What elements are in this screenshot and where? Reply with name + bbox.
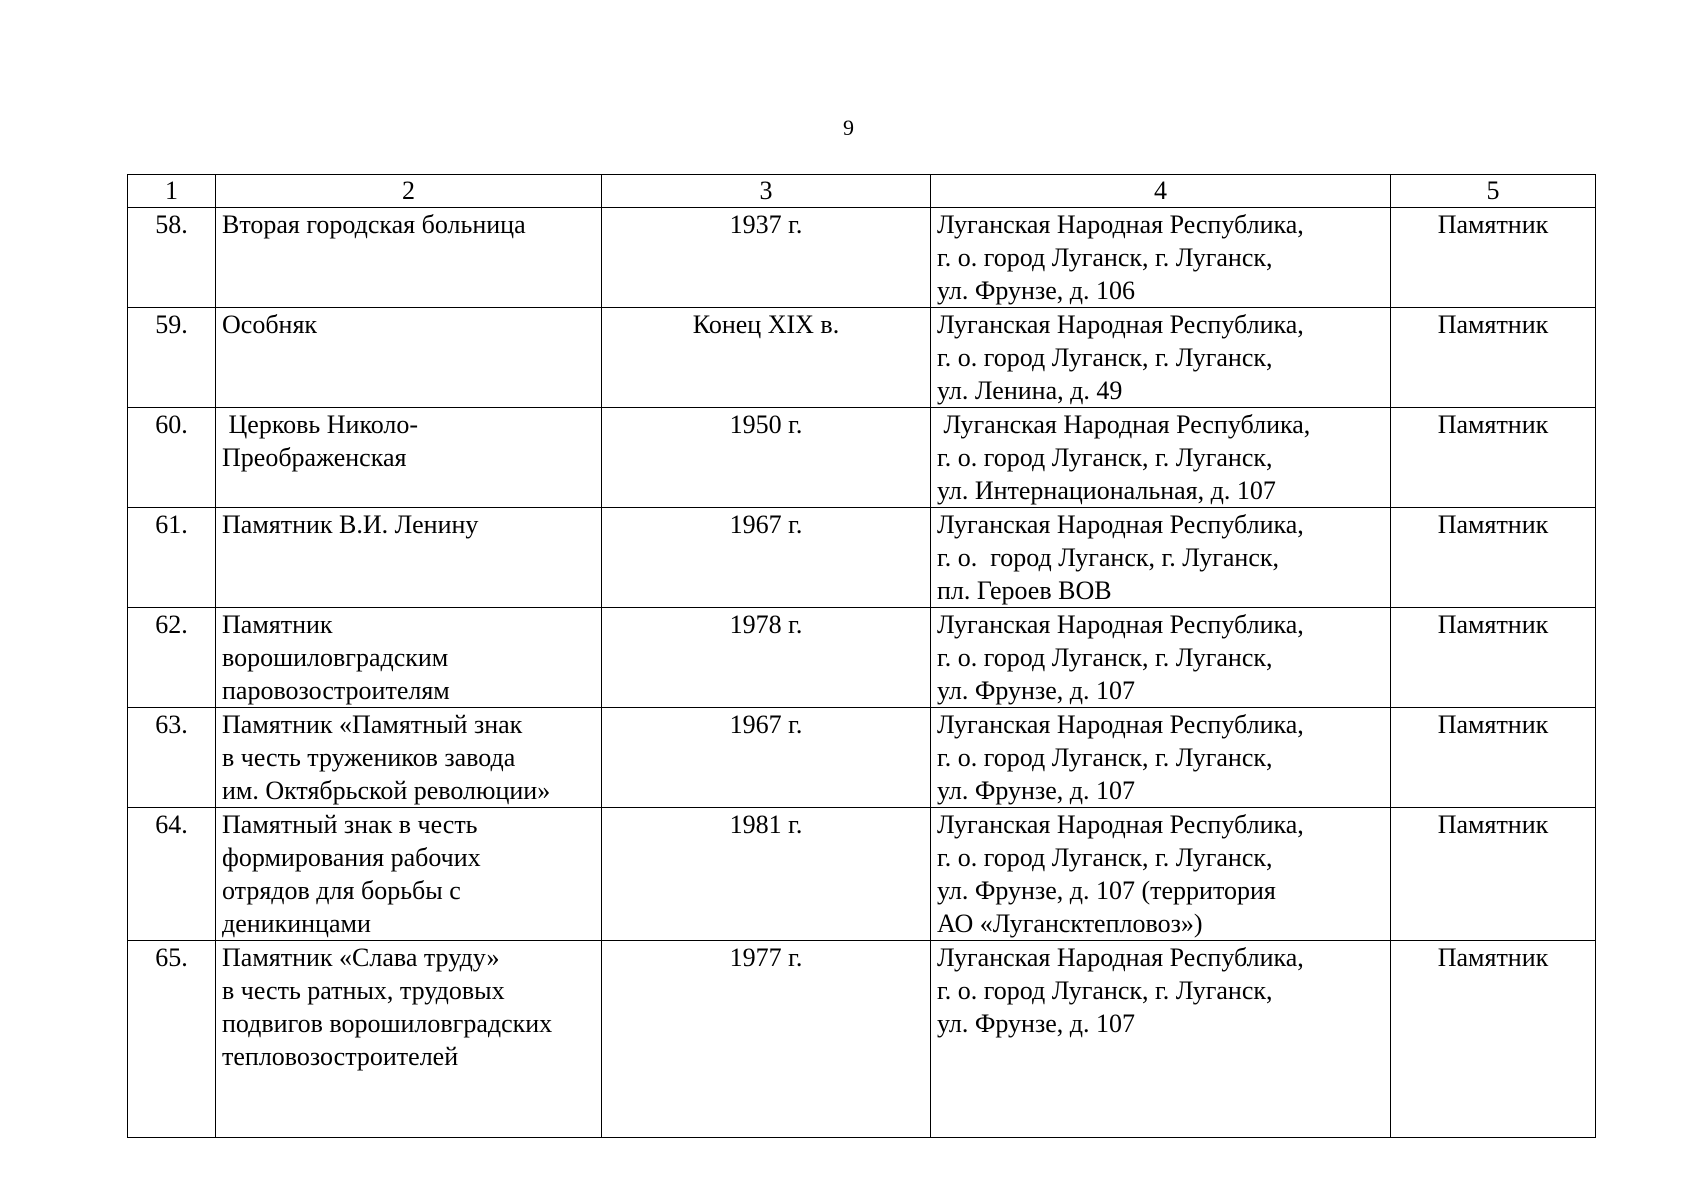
object-name <box>216 508 602 608</box>
address-line: г. о. город Луганск, г. Луганск, <box>937 543 1280 572</box>
name-line: Преображенская <box>222 443 407 472</box>
object-address <box>931 508 1391 608</box>
address-line: Луганская Народная Республика, <box>937 510 1304 539</box>
table-row <box>128 508 1596 608</box>
address-line: г. о. город Луганск, г. Луганск, <box>937 743 1273 772</box>
object-category: Памятник <box>1391 808 1596 941</box>
name-line: им. Октябрьской революции» <box>222 776 551 805</box>
object-address <box>931 308 1391 408</box>
object-category: Памятник <box>1391 608 1596 708</box>
address-line: ул. Интернациональная, д. 107 <box>937 476 1276 505</box>
address-line: Луганская Народная Республика, <box>937 710 1304 739</box>
object-address <box>931 941 1391 1138</box>
address-line: г. о. город Луганск, г. Луганск, <box>937 976 1273 1005</box>
table-row <box>128 408 1596 508</box>
name-line: в честь ратных, трудовых <box>222 976 505 1005</box>
object-category: Памятник <box>1391 941 1596 1138</box>
row-number: 62. <box>128 608 216 708</box>
page-number: 9 <box>843 115 854 140</box>
object-name <box>216 208 602 308</box>
address-line: ул. Фрунзе, д. 107 <box>937 776 1135 805</box>
table-header-row <box>128 175 1596 208</box>
address-line: пл. Героев ВОВ <box>937 576 1112 605</box>
object-category: Памятник <box>1391 308 1596 408</box>
table-row <box>128 708 1596 808</box>
name-line: деникинцами <box>222 909 371 938</box>
row-number: 58. <box>128 208 216 308</box>
object-name <box>216 941 602 1138</box>
address-line: Луганская Народная Республика, <box>937 610 1304 639</box>
object-date: 1967 г. <box>602 508 931 608</box>
address-line: Луганская Народная Республика, <box>937 410 1311 439</box>
column-header: 4 <box>931 175 1391 208</box>
name-line: Памятник В.И. Ленину <box>222 510 479 539</box>
object-date: 1977 г. <box>602 941 931 1138</box>
name-line: Памятник «Слава труду» <box>222 943 500 972</box>
name-line: Вторая городская больница <box>222 210 526 239</box>
object-address <box>931 708 1391 808</box>
table-row <box>128 941 1596 1138</box>
name-line: в честь тружеников завода <box>222 743 516 772</box>
row-number: 60. <box>128 408 216 508</box>
object-category: Памятник <box>1391 508 1596 608</box>
row-number: 65. <box>128 941 216 1138</box>
address-line: АО «Лугансктепловоз») <box>937 909 1203 938</box>
monuments-table <box>127 174 1596 1138</box>
object-name <box>216 608 602 708</box>
name-line: Особняк <box>222 310 318 339</box>
address-line: Луганская Народная Республика, <box>937 810 1304 839</box>
object-date: Конец XIX в. <box>602 308 931 408</box>
object-name <box>216 708 602 808</box>
name-line: Памятник <box>222 610 333 639</box>
object-date: 1967 г. <box>602 708 931 808</box>
object-date: 1978 г. <box>602 608 931 708</box>
name-line: паровозостроителям <box>222 676 450 705</box>
name-line: подвигов ворошиловградских <box>222 1009 553 1038</box>
address-line: г. о. город Луганск, г. Луганск, <box>937 843 1273 872</box>
address-line: ул. Фрунзе, д. 107 <box>937 676 1135 705</box>
column-header: 1 <box>128 175 216 208</box>
name-line: Памятник «Памятный знак <box>222 710 523 739</box>
name-line: отрядов для борьбы с <box>222 876 461 905</box>
row-number: 59. <box>128 308 216 408</box>
column-header: 5 <box>1391 175 1596 208</box>
address-line: г. о. город Луганск, г. Луганск, <box>937 343 1273 372</box>
table-row <box>128 808 1596 941</box>
name-line: формирования рабочих <box>222 843 481 872</box>
object-date: 1981 г. <box>602 808 931 941</box>
object-address <box>931 208 1391 308</box>
address-line: ул. Фрунзе, д. 107 (территория <box>937 876 1276 905</box>
name-line: Церковь Николо- <box>222 410 419 439</box>
object-date: 1950 г. <box>602 408 931 508</box>
object-date: 1937 г. <box>602 208 931 308</box>
address-line: Луганская Народная Республика, <box>937 210 1304 239</box>
column-header: 3 <box>602 175 931 208</box>
name-line: Памятный знак в честь <box>222 810 478 839</box>
table-row <box>128 308 1596 408</box>
address-line: ул. Фрунзе, д. 107 <box>937 1009 1135 1038</box>
address-line: г. о. город Луганск, г. Луганск, <box>937 643 1273 672</box>
row-number: 63. <box>128 708 216 808</box>
object-name <box>216 408 602 508</box>
object-address <box>931 808 1391 941</box>
row-number: 64. <box>128 808 216 941</box>
object-address <box>931 408 1391 508</box>
name-line: ворошиловградским <box>222 643 449 672</box>
column-header: 2 <box>216 175 602 208</box>
object-category: Памятник <box>1391 408 1596 508</box>
address-line: г. о. город Луганск, г. Луганск, <box>937 443 1273 472</box>
address-line: ул. Ленина, д. 49 <box>937 376 1123 405</box>
object-category: Памятник <box>1391 708 1596 808</box>
address-line: г. о. город Луганск, г. Луганск, <box>937 243 1273 272</box>
object-address <box>931 608 1391 708</box>
table-row <box>128 608 1596 708</box>
address-line: ул. Фрунзе, д. 106 <box>937 276 1135 305</box>
object-category: Памятник <box>1391 208 1596 308</box>
table-row <box>128 208 1596 308</box>
address-line: Луганская Народная Республика, <box>937 310 1304 339</box>
object-name <box>216 308 602 408</box>
address-line: Луганская Народная Республика, <box>937 943 1304 972</box>
row-number: 61. <box>128 508 216 608</box>
object-name <box>216 808 602 941</box>
name-line: тепловозостроителей <box>222 1042 459 1071</box>
